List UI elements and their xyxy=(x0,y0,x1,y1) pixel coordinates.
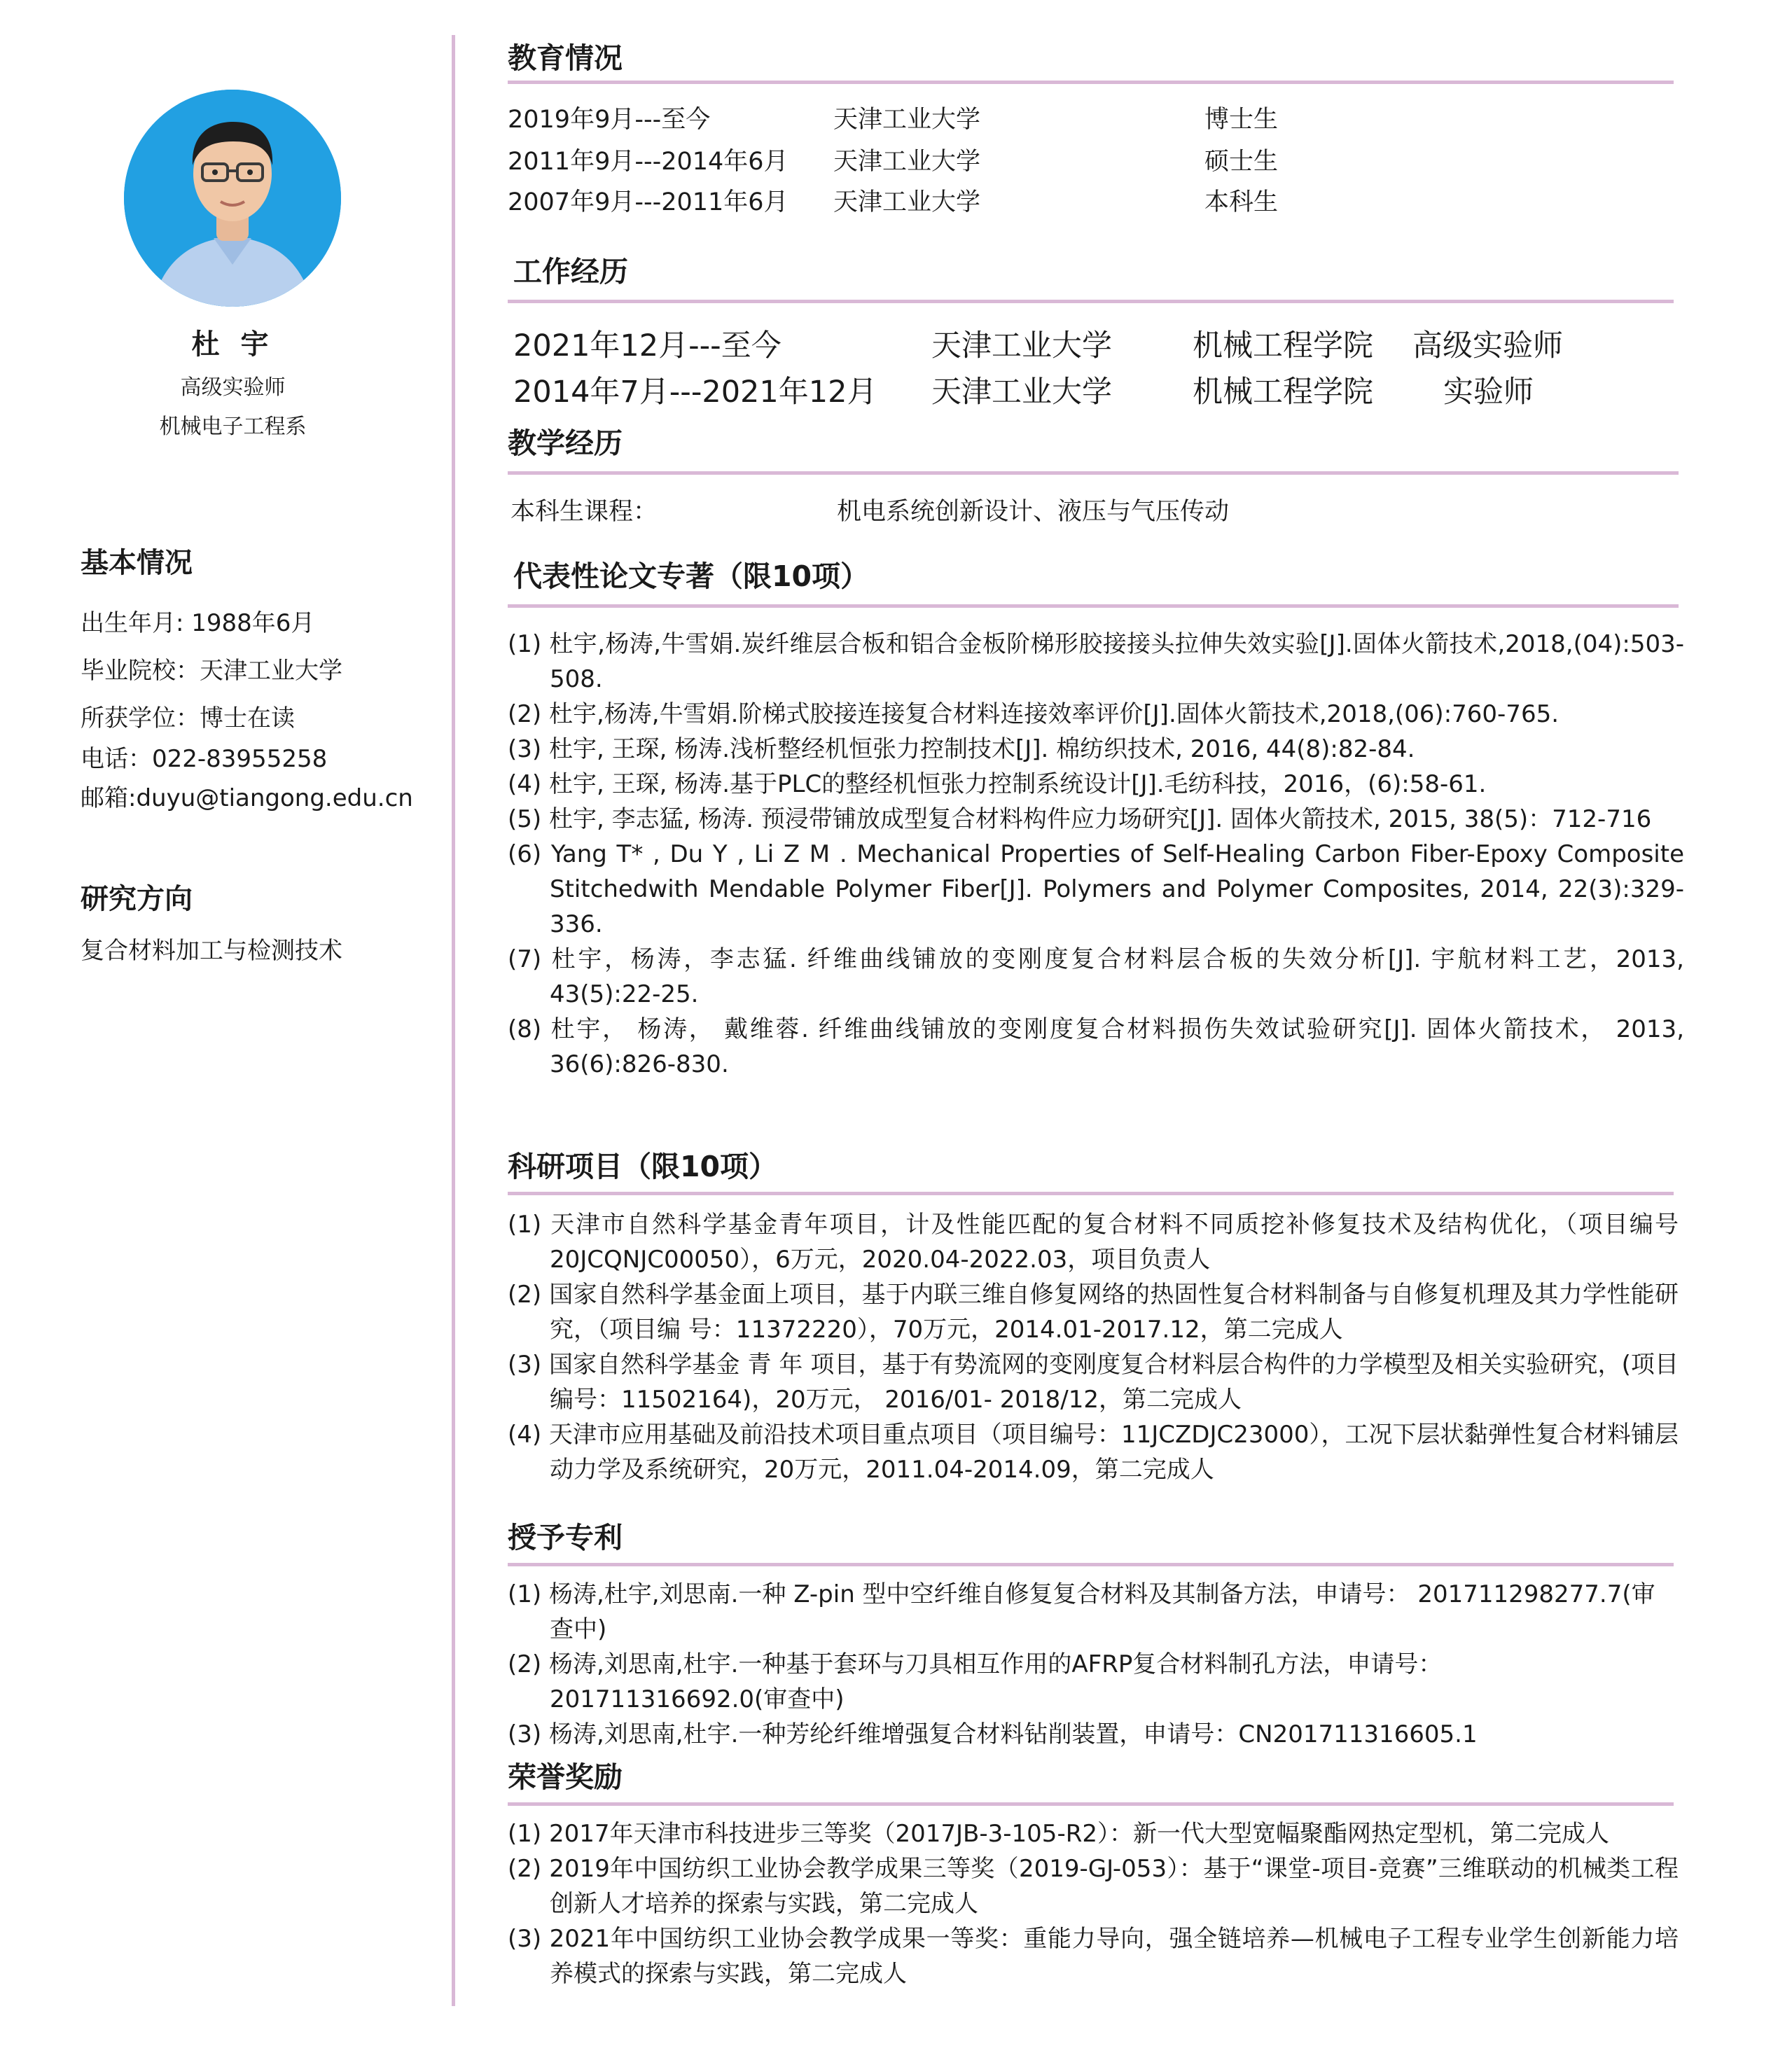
education-section xyxy=(508,39,1684,216)
teaching-rule xyxy=(508,471,1679,475)
work-role: 高级实验师 xyxy=(1412,328,1563,363)
basic-degree: 所获学位：博士在读 xyxy=(81,704,295,732)
education-period: 2011年9月---2014年6月 xyxy=(508,148,789,176)
patents-rule xyxy=(508,1563,1674,1566)
award-item: (3) 2021年中国纺织工业协会教学成果一等奖：重能力导向，强全链培养—机械电子工程专业学生创新能力培养模式的探索与实践，第二完成人 xyxy=(508,1925,1679,1988)
basic-phone: 电话：022-83955258 xyxy=(81,745,328,773)
work-period: 2014年7月---2021年12月 xyxy=(513,375,877,410)
paper-item: (4) 杜宇, 王琛, 杨涛.基于PLC的整经机恒张力控制系统设计[J].毛纺科技，2016，(6):58-61. xyxy=(508,770,1487,798)
projects-rule xyxy=(508,1192,1674,1195)
education-school: 天津工业大学 xyxy=(833,188,981,216)
basic-birth: 出生年月: 1988年6月 xyxy=(81,609,315,637)
teaching-label: 本科生课程： xyxy=(510,498,658,526)
patent-item: (2) 杨涛,刘思南,杜宇.一种基于套环与刀具相互作用的AFRP复合材料制孔方法，申请号：201711316692.0(审查中) xyxy=(508,1650,1443,1713)
avatar xyxy=(124,90,341,307)
paper-item: (6) Yang T* , Du Y , Li Z M . Mechanical Properties of Self-Healing Carbon Fiber-Epoxy Composite Stitchedwith Mendable Polymer Fiber[J]. Polymers and Polymer Composites, 2014, 22(3):329-336. xyxy=(508,840,1684,938)
award-item: (2) 2019年中国纺织工业协会教学成果三等奖（2019-GJ-053）：基于“课堂-项目-竞赛”三维联动的机械类工程创新人才培养的探索与实践，第二完成人 xyxy=(508,1855,1679,1918)
award-item: (1) 2017年天津市科技进步三等奖（2017JB-3-105-R2）：新一代大型宽幅聚酯网热定型机，第二完成人 xyxy=(508,1820,1609,1848)
project-item: (3) 国家自然科学基金 青 年 项目，基于有势流网的变刚度复合材料层合构件的力学模型及相关实验研究，(项目编号：11502164)，20万元， 2016/01- 2018/12，第二完成人 xyxy=(508,1351,1679,1414)
work-role: 实验师 xyxy=(1443,375,1534,410)
paper-item: (8) 杜宇， 杨涛， 戴维蓉. 纤维曲线铺放的变刚度复合材料损伤失效试验研究[J]. 固体火箭技术， 2013, 36(6):826-830. xyxy=(508,1015,1684,1078)
papers-heading: 代表性论文专著（限10项） xyxy=(513,559,870,593)
paper-item: (3) 杜宇, 王琛, 杨涛.浅析整经机恒张力控制技术[J]. 棉纺织技术, 2016, 44(8):82-84. xyxy=(508,735,1415,763)
projects-section xyxy=(508,1147,1684,1484)
work-dept: 机械工程学院 xyxy=(1193,328,1373,363)
work-section xyxy=(508,252,1684,410)
work-rule xyxy=(508,300,1674,303)
basic-info-heading: 基本情况 xyxy=(81,547,193,579)
education-period: 2007年9月---2011年6月 xyxy=(508,188,789,216)
project-item: (4) 天津市应用基础及前沿技术项目重点项目（项目编号：11JCZDJC23000），工况下层状黏弹性复合材料铺层动力学及系统研究，20万元，2011.04-2014.09，第二完成人 xyxy=(508,1421,1679,1484)
awards-rule xyxy=(508,1802,1674,1806)
teaching-heading: 教学经历 xyxy=(508,426,623,460)
papers-section xyxy=(508,557,1684,1078)
research-heading: 研究方向 xyxy=(81,883,193,915)
projects-heading: 科研项目（限10项） xyxy=(508,1150,778,1183)
papers-rule xyxy=(508,604,1679,608)
work-period: 2021年12月---至今 xyxy=(513,328,782,363)
awards-list xyxy=(508,1816,1679,1991)
education-degree: 硕士生 xyxy=(1204,148,1279,176)
patent-item: (3) 杨涛,刘思南,杜宇.一种芳纶纤维增强复合材料钻削装置，申请号：CN201711316605.1 xyxy=(508,1720,1478,1748)
paper-item: (5) 杜宇, 李志猛, 杨涛. 预浸带铺放成型复合材料构件应力场研究[J]. 固体火箭技术, 2015, 38(5)：712-716 xyxy=(508,805,1652,833)
work-dept: 机械工程学院 xyxy=(1193,375,1373,410)
papers-list xyxy=(508,627,1684,1082)
person-department: 机械电子工程系 xyxy=(159,415,307,439)
project-item: (2) 国家自然科学基金面上项目，基于内联三维自修复网络的热固性复合材料制备与自修复机理及其力学性能研究，（项目编 号：11372220），70万元，2014.01-2017.12，第二完成人 xyxy=(508,1281,1679,1344)
basic-school: 毕业院校：天津工业大学 xyxy=(81,657,342,685)
paper-item: (1) 杜宇,杨涛,牛雪娟.炭纤维层合板和铝合金板阶梯形胶接接头拉伸失效实验[J].固体火箭技术,2018,(04):503-508. xyxy=(508,630,1684,693)
education-school: 天津工业大学 xyxy=(833,106,981,134)
education-rule xyxy=(508,81,1674,84)
work-heading: 工作经历 xyxy=(513,255,628,288)
paper-item: (7) 杜宇，杨涛，李志猛. 纤维曲线铺放的变刚度复合材料层合板的失效分析[J]. 宇航材料工艺，2013, 43(5):22-25. xyxy=(508,945,1684,1008)
awards-heading: 荣誉奖励 xyxy=(508,1760,623,1794)
awards-section xyxy=(508,1758,1684,1988)
portrait-photo xyxy=(124,90,341,307)
patent-item: (1) 杨涛,杜宇,刘思南.一种 Z-pin 型中空纤维自修复复合材料及其制备方法，申请号： 201711298277.7(审查中) xyxy=(508,1580,1655,1643)
basic-email: 邮箱:duyu@tiangong.edu.cn xyxy=(81,784,413,812)
education-period: 2019年9月---至今 xyxy=(508,106,711,134)
patents-heading: 授予专利 xyxy=(508,1521,623,1554)
work-org: 天津工业大学 xyxy=(931,375,1112,410)
education-heading: 教育情况 xyxy=(508,41,623,75)
teaching-section xyxy=(508,424,1684,526)
work-org: 天津工业大学 xyxy=(931,328,1112,363)
research-text: 复合材料加工与检测技术 xyxy=(81,937,342,965)
project-item: (1) 天津市自然科学基金青年项目，计及性能匹配的复合材料不同质挖补修复技术及结构优化，（项目编号20JCQNJC00050），6万元，2020.04-2022.03，项目负责人 xyxy=(508,1211,1679,1274)
paper-item: (2) 杜宇,杨涛,牛雪娟.阶梯式胶接连接复合材料连接效率评价[J].固体火箭技术,2018,(06):760-765. xyxy=(508,700,1560,728)
projects-list xyxy=(508,1207,1679,1487)
teaching-courses: 机电系统创新设计、液压与气压传动 xyxy=(837,498,1230,526)
education-degree: 本科生 xyxy=(1204,188,1279,216)
person-title: 高级实验师 xyxy=(180,375,286,400)
patents-section xyxy=(508,1518,1684,1748)
person-name: 杜 宇 xyxy=(191,328,275,361)
education-school: 天津工业大学 xyxy=(833,148,981,176)
education-degree: 博士生 xyxy=(1204,106,1279,134)
patents-list xyxy=(508,1577,1679,1752)
